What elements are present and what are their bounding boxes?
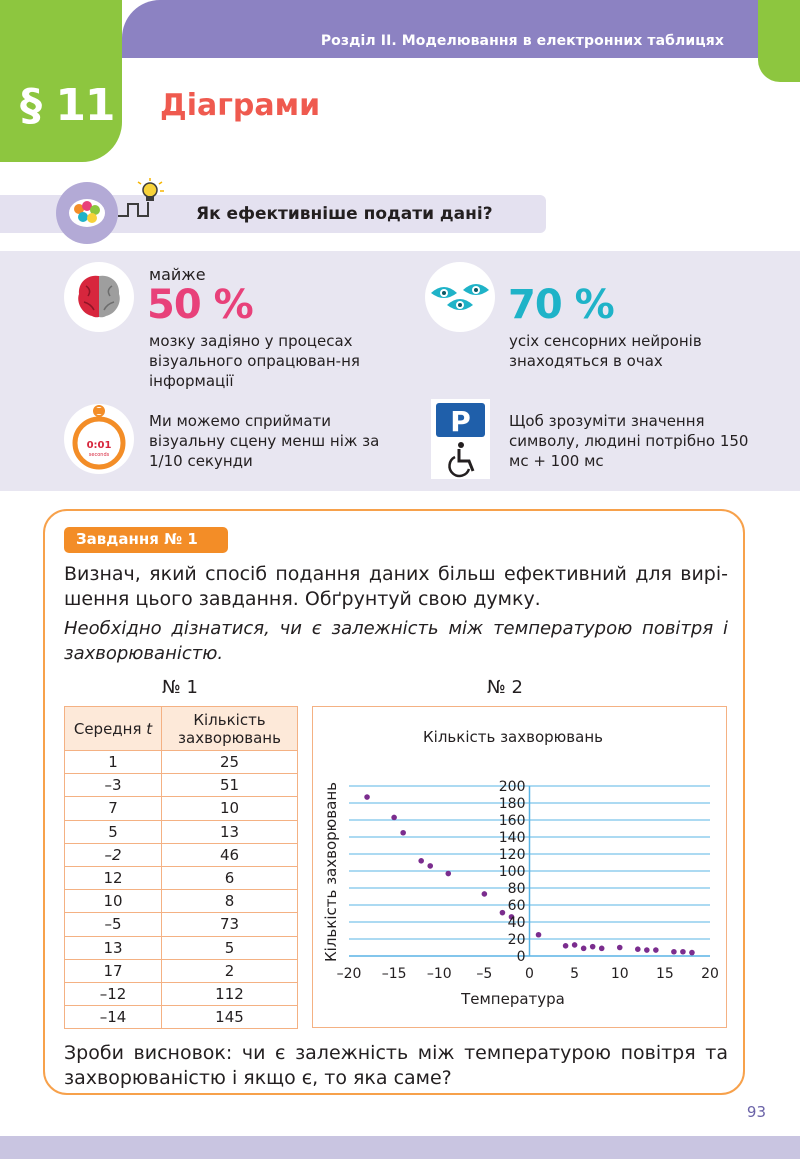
chart-ytick-label: 100 [498, 864, 526, 880]
chart-point [680, 949, 686, 955]
chart-ytick-label: 120 [498, 847, 526, 863]
table-row [65, 866, 298, 889]
section-title: Розділ ІІ. Моделювання в електронних таблицях [320, 33, 724, 49]
chart-point [482, 891, 488, 897]
page-number: 93 [746, 1103, 766, 1121]
table-row [65, 890, 298, 913]
chart-xtick-label: 5 [570, 966, 580, 982]
chart-point [400, 830, 406, 836]
table-row [65, 843, 298, 866]
table-cell: 51 [162, 774, 298, 797]
chart-point [427, 863, 433, 869]
fact2-text: усіх сенсорних нейронів знаходяться в очах [509, 332, 702, 370]
table-header-row [65, 707, 298, 751]
fact1-text: мозку задіяно у процесах візуального опрацюван-ня інформації [149, 332, 360, 390]
chart-xtick-label: –10 [426, 966, 452, 982]
chart-xlabel: Температура [461, 990, 565, 1008]
chart-point [572, 942, 578, 948]
chart-point [581, 946, 587, 952]
table-row [65, 936, 298, 959]
table-cell: 12 [65, 866, 162, 889]
table-row [65, 982, 298, 1005]
table-row [65, 1006, 298, 1029]
lightbulb-icon [110, 176, 170, 236]
table-cell: 13 [65, 936, 162, 959]
chart-point [599, 946, 605, 952]
chart-ytick-label: 180 [498, 796, 526, 812]
chart-ytick-label: 140 [498, 830, 526, 846]
timer-readout: 0:01 [86, 440, 112, 451]
chart-point [644, 947, 650, 953]
chart-point [391, 815, 397, 821]
chart-point [536, 932, 542, 938]
fact1-prefix: майже [149, 265, 206, 284]
chart-ytick-label: 40 [507, 915, 526, 931]
chart-xtick-label: –15 [381, 966, 407, 982]
task-italic-text: Необхідно дізнатися, чи є залежність між температурою повітря і захворюваністю. [64, 618, 728, 664]
stopwatch-icon [64, 404, 134, 474]
table-cell: –14 [65, 1006, 162, 1029]
chart-point [445, 871, 451, 877]
table-row [65, 913, 298, 936]
table-cell: –5 [65, 913, 162, 936]
chart-label: № 2 [487, 677, 523, 698]
parking-sign-icon [431, 399, 490, 479]
chart-point [418, 858, 424, 864]
chart-point [590, 944, 596, 950]
chart-title: Кількість захворювань [423, 728, 603, 746]
fact4-text: Щоб зрозуміти значення символу, людині потрібно 150 мс + 100 мс [509, 412, 749, 470]
table-cell: 5 [65, 820, 162, 843]
table-header-temp-var: t [146, 719, 153, 738]
fact2-value: 70 % [508, 282, 614, 328]
chart-point [364, 794, 370, 800]
conclusion-text: Зроби висновок: чи є залежність між температурою повітря та захворюваністю і якщо є, то яка саме? [64, 1042, 728, 1089]
data-table [64, 706, 298, 1029]
table-cell: 7 [65, 797, 162, 820]
table-row [65, 774, 298, 797]
table-cell: 25 [162, 751, 298, 774]
parking-letter: P [450, 405, 471, 438]
chart-point [653, 947, 659, 953]
eyes-icon [425, 262, 495, 332]
chart-xtick-label: 20 [701, 966, 719, 982]
chart-point [617, 945, 623, 951]
scatter-chart [312, 706, 727, 1028]
chart-xtick-label: 10 [610, 966, 629, 982]
question-text: Як ефективніше подати дані? [196, 204, 493, 224]
table-row [65, 820, 298, 843]
table-cell: 5 [162, 936, 298, 959]
chart-point [689, 950, 695, 956]
chart-ytick-label: 0 [516, 949, 526, 965]
brain-idea-icon [56, 182, 118, 244]
chart-ylabel: Кількість захворювань [322, 782, 340, 962]
chart-ytick-label: 20 [507, 932, 526, 948]
fact3-text: Ми можемо сприймати візуальну сцену менш ніж за 1/10 секунди [149, 412, 380, 470]
chart-ytick-label: 80 [507, 881, 526, 897]
chart-point [671, 949, 677, 955]
footer-bar [0, 1136, 800, 1159]
table-cell: 8 [162, 890, 298, 913]
table-cell: 73 [162, 913, 298, 936]
table-header-cases: Кількість захворювань [162, 707, 298, 751]
page-title: Діаграми [160, 88, 321, 123]
table-row [65, 751, 298, 774]
corner-tab [758, 0, 800, 82]
table-cell: 13 [162, 820, 298, 843]
table-cell: –3 [65, 774, 162, 797]
table-cell: 145 [162, 1006, 298, 1029]
table-cell: 112 [162, 982, 298, 1005]
chart-xtick-label: 0 [525, 966, 534, 982]
table-cell: 6 [162, 866, 298, 889]
table-cell: 17 [65, 959, 162, 982]
fact1-value: 50 % [147, 282, 253, 328]
chart-ytick-label: 160 [498, 813, 526, 829]
table-cell: –12 [65, 982, 162, 1005]
task-badge: Завдання № 1 [64, 527, 228, 553]
timer-unit: seconds [88, 452, 110, 458]
table-cell: 46 [162, 843, 298, 866]
task-text: Визнач, який спосіб подання даних більш ефективний для вирі-шення цього завдання. Обґрунтуй свою думку. [64, 563, 728, 610]
table-row [65, 959, 298, 982]
table-label: № 1 [162, 677, 198, 698]
table-header-temp-text: Середня [73, 719, 147, 738]
table-cell: 2 [162, 959, 298, 982]
brain-icon [64, 262, 134, 332]
chart-xtick-label: –20 [336, 966, 362, 982]
table-row [65, 797, 298, 820]
chart-point [500, 910, 506, 916]
table-header-temp [65, 707, 162, 751]
chart-point [635, 946, 641, 952]
chart-xtick-label: –5 [476, 966, 493, 982]
table-cell: –2 [65, 843, 162, 866]
chart-point [563, 943, 569, 949]
table-cell: 1 [65, 751, 162, 774]
chart-xtick-label: 15 [655, 966, 674, 982]
table-cell: 10 [162, 797, 298, 820]
chart-ytick-label: 60 [507, 898, 526, 914]
header-banner [122, 0, 758, 58]
chart-ytick-label: 200 [498, 779, 526, 795]
table-cell: 10 [65, 890, 162, 913]
paragraph-number: § 11 [20, 80, 115, 131]
